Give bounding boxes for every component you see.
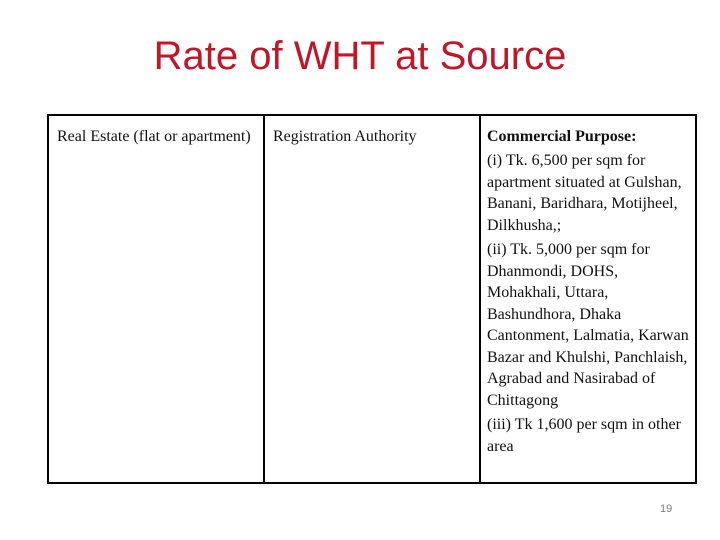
wht-rate-table xyxy=(47,114,697,484)
page-number: 19 xyxy=(660,503,673,515)
rate-item: (iii) Tk 1,600 per sqm in other area xyxy=(487,416,681,455)
table-cell-category: Real Estate (flat or apartment) xyxy=(49,116,265,482)
rates-heading: Commercial Purpose: xyxy=(487,128,637,145)
rate-item: (ii) Tk. 5,000 per sqm for Dhanmondi, DOHS, Mohakhali, Uttara, Bashundhora, Dhaka Cantonment, Lalmatia, Karwan Bazar and Khulshi, Panchlaish, Agrabad and Nasirabad of Chittagong xyxy=(487,241,689,409)
rate-item: (i) Tk. 6,500 per sqm for apartment situated at Gulshan, Banani, Baridhara, Motijheel, Dilkhusha,; xyxy=(487,152,682,234)
table-cell-authority: Registration Authority xyxy=(265,116,481,482)
slide-title: Rate of WHT at Source xyxy=(153,34,567,78)
table-cell-rates xyxy=(481,116,695,482)
